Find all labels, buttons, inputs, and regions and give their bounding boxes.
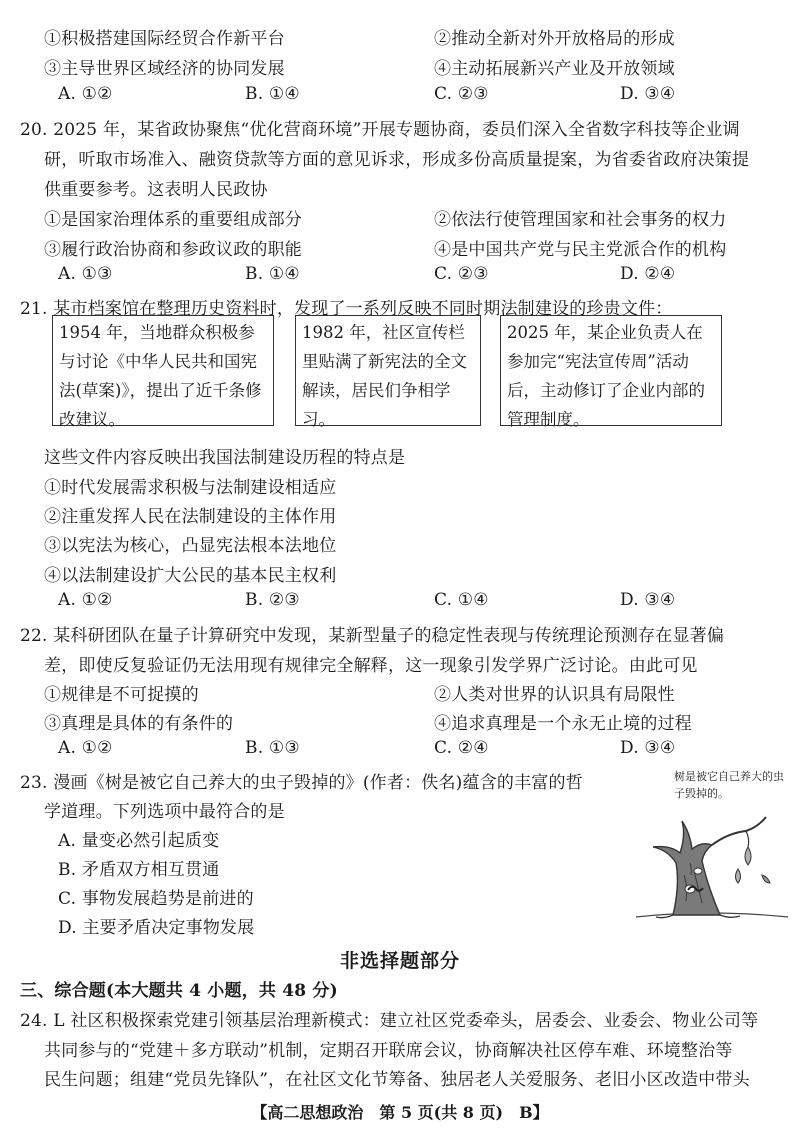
q23-stem-line-1: 23. 漫画《树是被它自己养大的虫子毁掉的》(作者：佚名)蕴含的丰富的哲 xyxy=(20,773,583,793)
q19-item-3: ③主导世界区域经济的协同发展 xyxy=(44,59,285,79)
q20-choice-c: C. ②③ xyxy=(434,264,489,284)
q21-document-box-1982: 1982 年，社区宣传栏里贴满了新宪法的全文解读，居民们争相学习。 xyxy=(295,315,481,426)
q20-item-3: ③履行政治协商和参政议政的职能 xyxy=(44,240,302,260)
q20-item-1: ①是国家治理体系的重要组成部分 xyxy=(44,210,302,230)
q22-item-3: ③真理是具体的有条件的 xyxy=(44,714,234,734)
q21-document-box-1954: 1954 年，当地群众积极参与讨论《中华人民共和国宪法(草案)》，提出了近千条修改建议。 xyxy=(52,315,274,426)
q24-stem-line-1: 24. L 社区积极探索党建引领基层治理新模式：建立社区党委牵头，居委会、业委会、物业公司等 xyxy=(20,1011,759,1031)
section-three-heading: 三、综合题(本大题共 4 小题，共 48 分) xyxy=(20,981,338,1001)
q23-option-c: C. 事物发展趋势是前进的 xyxy=(58,889,254,909)
q19-item-2: ②推动全新对外开放格局的形成 xyxy=(434,29,675,49)
q23-option-d: D. 主要矛盾决定事物发展 xyxy=(58,918,255,938)
q19-choice-d: D. ③④ xyxy=(620,84,676,104)
q20-item-4: ④是中国共产党与民主党派合作的机构 xyxy=(434,240,727,260)
q22-item-4: ④追求真理是一个永无止境的过程 xyxy=(434,714,692,734)
q22-choice-d: D. ③④ xyxy=(620,738,676,758)
q20-choice-d: D. ②④ xyxy=(620,264,676,284)
q21-item-2: ②注重发挥人民在法制建设的主体作用 xyxy=(44,507,337,527)
q21-choice-d: D. ③④ xyxy=(620,590,676,610)
q23-option-b: B. 矛盾双方相互贯通 xyxy=(58,860,220,880)
q19-choice-a: A. ①② xyxy=(58,84,113,104)
q21-choice-b: B. ②③ xyxy=(245,590,300,610)
q21-choice-a: A. ①② xyxy=(58,590,113,610)
q21-question: 这些文件内容反映出我国法制建设历程的特点是 xyxy=(44,448,406,468)
tree-cartoon-illustration xyxy=(628,805,793,927)
q20-choice-a: A. ①③ xyxy=(58,264,113,284)
q19-item-4: ④主动拓展新兴产业及开放领域 xyxy=(434,59,675,79)
q22-stem-line-2: 差，即使反复验证仍无法用现有规律完全解释，这一现象引发学界广泛讨论。由此可见 xyxy=(44,656,698,676)
q21-item-1: ①时代发展需求积极与法制建设相适应 xyxy=(44,478,337,498)
q22-choice-a: A. ①② xyxy=(58,738,113,758)
q20-stem-line-1: 20. 2025 年，某省政协聚焦“优化营商环境”开展专题协商，委员们深入全省数字科技等企业调 xyxy=(20,120,740,140)
q21-choice-c: C. ①④ xyxy=(434,590,489,610)
q22-item-1: ①规律是不可捉摸的 xyxy=(44,685,199,705)
q22-item-2: ②人类对世界的认识具有局限性 xyxy=(434,685,675,705)
q23-stem-line-2: 学道理。下列选项中最符合的是 xyxy=(44,802,285,822)
q20-choice-b: B. ①④ xyxy=(245,264,300,284)
q21-item-4: ④以法制建设扩大公民的基本民主权利 xyxy=(44,566,337,586)
q21-document-box-2025: 2025 年，某企业负责人在参加完“宪法宣传周”活动后，主动修订了企业内部的管理制度。 xyxy=(500,315,722,426)
q20-stem-line-2: 研，听取市场准入、融资贷款等方面的意见诉求，形成多份高质量提案，为省委省政府决策提 xyxy=(44,150,750,170)
q22-choice-b: B. ①③ xyxy=(245,738,300,758)
q20-item-2: ②依法行使管理国家和社会事务的权力 xyxy=(434,210,727,230)
q22-choice-c: C. ②④ xyxy=(434,738,489,758)
q19-item-1: ①积极搭建国际经贸合作新平台 xyxy=(44,29,285,49)
q19-choice-c: C. ②③ xyxy=(434,84,489,104)
q21-stem: 21. 某市档案馆在整理历史资料时，发现了一系列反映不同时期法制建设的珍贵文件： xyxy=(20,299,673,319)
q24-stem-line-2: 共同参与的“党建＋多方联动”机制，定期召开联席会议，协商解决社区停车难、环境整治等 xyxy=(44,1041,733,1061)
q21-item-3: ③以宪法为核心，凸显宪法根本法地位 xyxy=(44,536,337,556)
cartoon-caption: 树是被它自己养大的虫子毁掉的。 xyxy=(674,770,784,800)
q20-stem-line-3: 供重要参考。这表明人民政协 xyxy=(44,180,268,200)
q19-choice-b: B. ①④ xyxy=(245,84,300,104)
q23-option-a: A. 量变必然引起质变 xyxy=(58,831,220,851)
q24-stem-line-3: 民生问题；组建“党员先锋队”，在社区文化节筹备、独居老人关爱服务、老旧小区改造中带头 xyxy=(44,1070,750,1090)
q22-stem-line-1: 22. 某科研团队在量子计算研究中发现，某新型量子的稳定性表现与传统理论预测存在显著偏 xyxy=(20,626,725,646)
page-footer: 【高二思想政治 第 5 页(共 8 页) B】 xyxy=(251,1103,549,1122)
part-two-title: 非选择题部分 xyxy=(339,950,460,972)
